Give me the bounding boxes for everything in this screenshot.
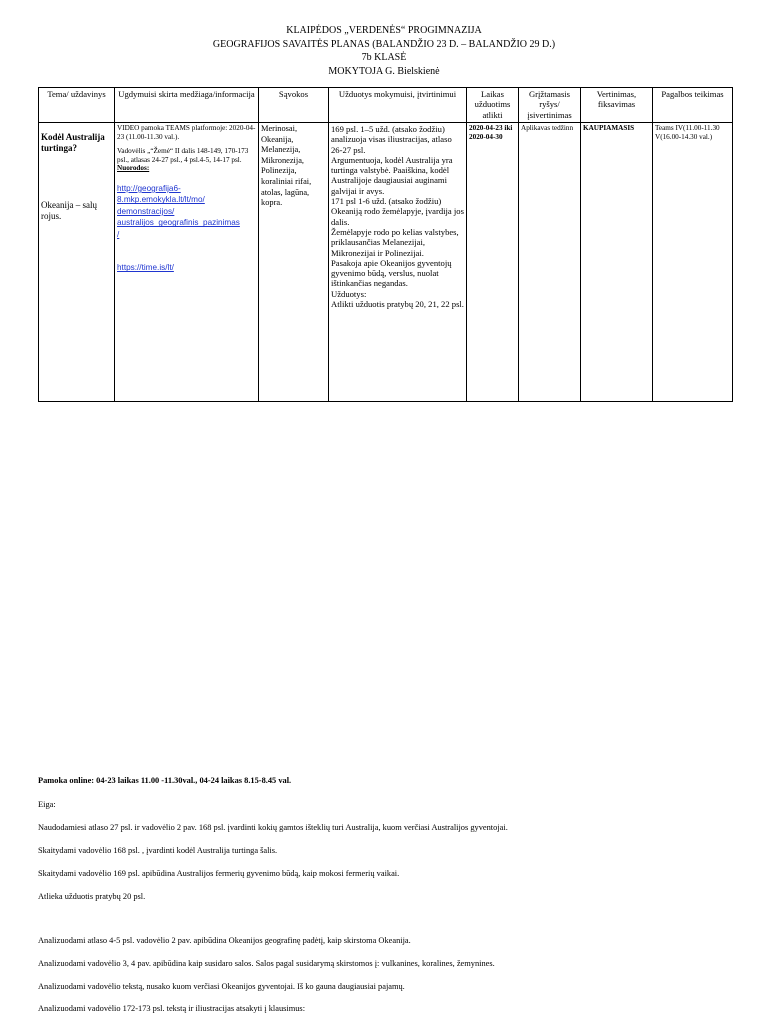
school-name: KLAIPĖDOS „VERDENĖS“ PROGIMNAZIJA: [286, 25, 482, 36]
feedback-text: Aplikavas tedžinn: [521, 124, 574, 132]
links-label: Nuorodos:: [117, 164, 150, 173]
materials-cell: [115, 123, 259, 402]
australia-link-line4[interactable]: australijos_geografinis_pazinimas: [117, 218, 240, 228]
time-range: 2020-04-23 iki 2020-04-30: [469, 124, 513, 141]
header-help: Pagalbos teikimas: [653, 88, 733, 123]
lesson-step: Naudodamiesi atlaso 27 psl. ir vadovėlio 2 pav. 168 psl. įvardinti kokių gamtos išteklių turi Australija, kuom verčiasi Australijos gyventojai.: [38, 823, 508, 832]
time-link[interactable]: https://time.is/lt/: [117, 263, 174, 273]
task-item: Atlikti užduotis pratybų 20, 21, 22 psl.: [331, 299, 464, 310]
header-materials: Ugdymuisi skirta medžiaga/informacija: [115, 88, 259, 123]
task-item: Argumentuoja, kodėl Australija yra turtinga valstybė. Paaiškina, kodėl Australijoje daugiausiai auginami galvijai ir avys.: [331, 154, 453, 196]
evaluation-cell: [581, 123, 653, 402]
header-topic: Tema/ uždavinys: [39, 88, 115, 123]
task-item: Pasakoja apie Okeanijos gyventojų gyvenimo būdą, verslus, nuolat ištinkančias negandas.: [331, 257, 452, 289]
lesson-step: Analizuodami vadovėlio 172-173 psl. tekstą ir iliustracijas atsakyti į klausimus:: [38, 1004, 306, 1013]
time-cell: [467, 123, 519, 402]
concepts-text: Merinosai, Okeanija, Melanezija, Mikronezija, Polinezija, koraliniai rifai, atolas, lagūna, kopra.: [261, 124, 312, 208]
header-concepts: Sąvokos: [259, 88, 329, 123]
document-header: [0, 24, 768, 78]
weekly-plan-table: [38, 87, 733, 402]
header-evaluation: Vertinimas, fiksavimas: [581, 88, 653, 123]
plan-title: GEOGRAFIJOS SAVAITĖS PLANAS (BALANDŽIO 23 D. – BALANDŽIO 29 D.): [212, 38, 556, 50]
header-time: Laikas užduotims atlikti: [467, 88, 519, 123]
concepts-cell: [259, 123, 329, 402]
table-row: [39, 123, 733, 402]
topic-oceania: Okeanija – salų rojus.: [41, 200, 97, 221]
lesson-step: Analizuodami vadovėlio tekstą, nusako kuom verčiasi Okeanijos gyventojai. Iš ko gauna daugiausiai pajamų.: [38, 982, 405, 991]
teacher-name: MOKYTOJA G. Bielskienė: [328, 65, 440, 77]
lesson-step: Analizuodami vadovėlio 3, 4 pav. apibūdina kaip susidaro salos. Salos pagal susidarymą skirstomos į: vulkanines, koralines, žemynines.: [38, 959, 495, 968]
help-text: Teams IV(11.00-11.30 V(16.00-14.30 val.): [655, 124, 720, 141]
video-lesson-text: VIDEO pamoka TEAMS platformoje: 2020-04-23 (11.00-11.30 val.).: [117, 124, 256, 141]
textbook-text: Vadovėlis „“Žemė“ II dalis 148-149, 170-173 psl., atlasas 24-27 psl., 4 psl.4-5, 14-17 psl.: [117, 147, 249, 164]
topic-australia: Kodėl Australija turtinga?: [41, 132, 105, 153]
lesson-step: Atlieka užduotis pratybų 20 psl.: [38, 892, 146, 901]
australia-link-line3[interactable]: demonstracijos/: [117, 206, 175, 216]
evaluation-text: KAUPIAMASIS: [583, 124, 635, 132]
header-feedback: Grįžtamasis ryšys/ įsivertinimas: [519, 88, 581, 123]
australia-link-line2[interactable]: 8.mkp.emokykla.lt/lt/mo/: [117, 195, 205, 205]
class-name: 7b KLASĖ: [361, 52, 407, 63]
task-item: 171 psl 1-6 užd. (atsako žodžiu): [331, 196, 442, 207]
header-tasks: Užduotys mokymuisi, įtvirtinimui: [329, 88, 467, 123]
lesson-step: Skaitydami vadovėlio 168 psl. , įvardinti kodėl Australija turtinga šalis.: [38, 846, 278, 855]
help-cell: [653, 123, 733, 402]
topic-cell: [39, 123, 115, 402]
table-header-row: [39, 88, 733, 123]
lesson-flow-label: Eiga:: [38, 800, 56, 809]
australia-link-line5[interactable]: /: [117, 229, 120, 239]
australia-link-line1[interactable]: http://geografija6-: [117, 183, 181, 193]
task-item: Žemėlapyje rodo po kelias valstybes, priklausančias Melanezijai, Mikronezijai ir Polinezijai.: [331, 226, 459, 258]
tasks-cell: [329, 123, 467, 402]
lesson-step: Analizuodami atlaso 4-5 psl. vadovėlio 2 pav. apibūdina Okeanijos geografinę padėtį, kaip skirstoma Okeanija.: [38, 936, 411, 945]
feedback-cell: [519, 123, 581, 402]
task-item: Užduotys:: [331, 288, 367, 299]
task-item: Okeaniją rodo žemėlapyje, įvardija jos dalis.: [331, 206, 464, 227]
lesson-online-line: Pamoka online: 04-23 laikas 11.00 -11.30val., 04-24 laikas 8.15-8.45 val.: [38, 776, 292, 785]
task-item: 169 psl. 1–5 užd. (atsako žodžiu) analizuoja visas iliustracijas, atlaso 26-27 psl.: [331, 124, 452, 155]
lesson-step: Skaitydami vadovėlio 169 psl. apibūdina Australijos fermerių gyvenimo būdą, kaip mokosi fermerių vaikai.: [38, 869, 400, 878]
